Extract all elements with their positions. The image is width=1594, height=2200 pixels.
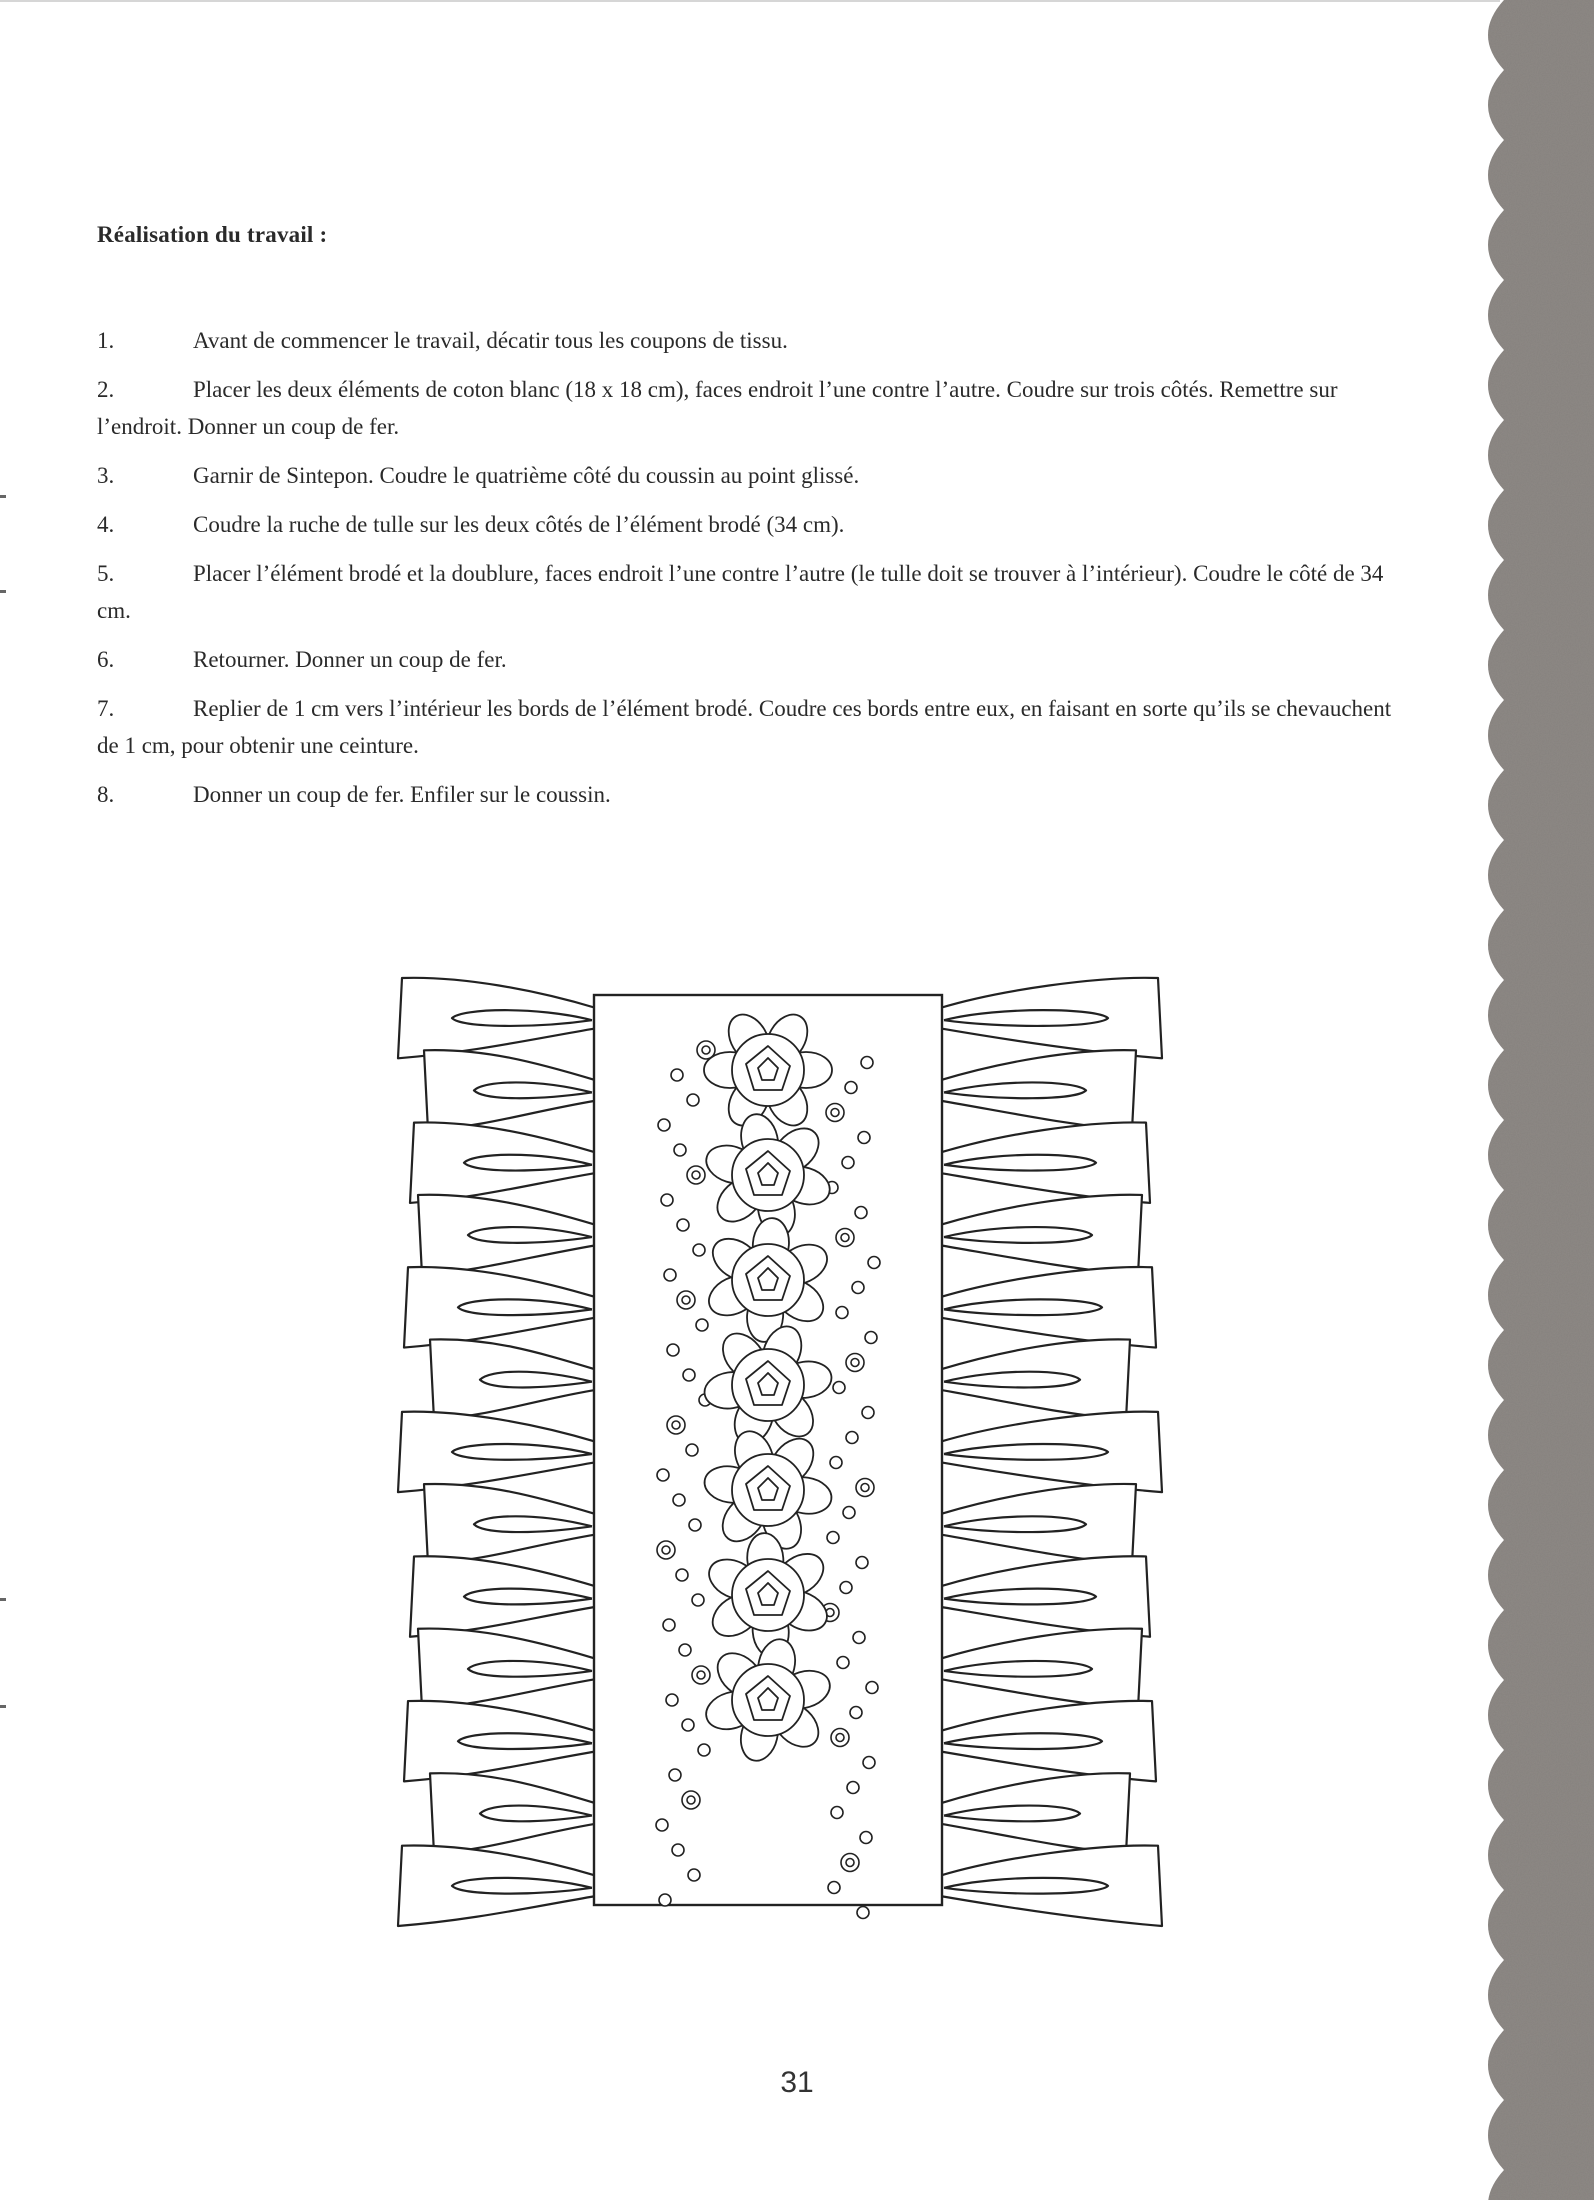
ruffle-left — [410, 1122, 596, 1202]
ruffle-left — [424, 1050, 596, 1130]
embroidery-dot — [866, 1682, 878, 1694]
instruction-step — [97, 322, 1407, 359]
embroidery-dot — [833, 1382, 845, 1394]
embroidery-swirl — [692, 1171, 700, 1179]
embroidery-dot — [852, 1282, 864, 1294]
embroidery-dot — [692, 1594, 704, 1606]
ruffle-right — [940, 1412, 1162, 1492]
embroidery-dot — [868, 1257, 880, 1269]
embroidery-dot — [836, 1307, 848, 1319]
ruffle-right — [940, 1339, 1130, 1419]
embroidery-dot — [666, 1694, 678, 1706]
embroidery-swirl — [687, 1796, 695, 1804]
step-text: Placer l’élément brodé et la doublure, faces endroit l’une contre l’autre (le tulle doit se trouver à l’intérieur). Coudre le côté de 34 cm. — [97, 561, 1384, 623]
ruffle-right — [940, 1846, 1162, 1926]
ruffle-right — [940, 1773, 1130, 1853]
ruffle-right — [940, 1629, 1142, 1709]
embroidery-dot — [843, 1507, 855, 1519]
instruction-list — [97, 322, 1407, 825]
embroidery-dot — [671, 1069, 683, 1081]
step-text: Placer les deux éléments de coton blanc (18 x 18 cm), faces endroit l’une contre l’autre. Coudre sur trois côtés. Remettre sur l’endroit. Donner un coup de fer. — [97, 377, 1338, 439]
embroidery-dot — [850, 1707, 862, 1719]
embroidery-dot — [840, 1582, 852, 1594]
step-number: 2. — [97, 377, 115, 402]
embroidery-swirl — [702, 1046, 710, 1054]
scan-mark — [0, 1598, 6, 1601]
top-border — [0, 0, 1500, 2]
embroidery-dot — [667, 1344, 679, 1356]
embroidery-dot — [673, 1494, 685, 1506]
embroidery-dot — [687, 1094, 699, 1106]
embroidery-dot — [698, 1744, 710, 1756]
embroidery-dot — [862, 1407, 874, 1419]
step-text: Replier de 1 cm vers l’intérieur les bords de l’élément brodé. Coudre ces bords entre eux, en faisant en sorte qu’ils se chevauchent de 1 cm, pour obtenir une ceinture. — [97, 696, 1392, 758]
embroidery-dot — [827, 1532, 839, 1544]
embroidery-dot — [845, 1082, 857, 1094]
ruffle-left — [424, 1484, 596, 1564]
embroidery-dot — [682, 1719, 694, 1731]
embroidery-dot — [656, 1819, 668, 1831]
ruffles-right — [940, 978, 1162, 1926]
embroidery-dot — [847, 1782, 859, 1794]
ruffle-left — [430, 1773, 596, 1853]
ruffle-left — [430, 1339, 596, 1419]
embroidery-dot — [661, 1194, 673, 1206]
ruffle-left — [404, 1267, 596, 1347]
page-number: 31 — [780, 2066, 814, 2099]
ruffle-right — [940, 1556, 1150, 1636]
instruction-step — [97, 506, 1407, 543]
embroidery-dot — [831, 1807, 843, 1819]
embroidery-dot — [863, 1757, 875, 1769]
step-number: 7. — [97, 696, 115, 721]
scan-mark — [0, 1705, 6, 1708]
ruffle-left — [418, 1629, 596, 1709]
ruffle-right — [940, 1701, 1156, 1781]
ruffle-left — [398, 1412, 596, 1492]
ruffle-right — [940, 1122, 1150, 1202]
step-text: Retourner. Donner un coup de fer. — [193, 647, 507, 672]
step-number: 8. — [97, 782, 115, 807]
embroidery-swirl — [682, 1296, 690, 1304]
embroidery-dot — [663, 1619, 675, 1631]
ruffle-left — [398, 978, 596, 1058]
ruffles-left — [398, 978, 596, 1926]
embroidery-dot — [672, 1844, 684, 1856]
embroidery-dot — [676, 1569, 688, 1581]
embroidery-dot — [861, 1057, 873, 1069]
embroidery-dot — [679, 1644, 691, 1656]
instruction-step — [97, 690, 1407, 764]
embroidery-dot — [683, 1369, 695, 1381]
embroidery-dot — [828, 1882, 840, 1894]
ruffle-right — [940, 1267, 1156, 1347]
instruction-step — [97, 776, 1407, 813]
step-number: 3. — [97, 463, 115, 488]
step-number: 4. — [97, 512, 115, 537]
embroidery-dot — [657, 1469, 669, 1481]
step-text: Avant de commencer le travail, décatir tous les coupons de tissu. — [193, 328, 788, 353]
embroidery-swirl — [831, 1109, 839, 1117]
step-text: Coudre la ruche de tulle sur les deux côtés de l’élément brodé (34 cm). — [193, 512, 845, 537]
embroidery-dot — [842, 1157, 854, 1169]
section-heading: Réalisation du travail : — [97, 222, 328, 247]
ruffle-right — [940, 1050, 1136, 1130]
embroidery-dot — [696, 1319, 708, 1331]
step-number: 1. — [97, 328, 115, 353]
step-number: 5. — [97, 561, 115, 586]
embroidery-dot — [855, 1207, 867, 1219]
ruffle-right — [940, 978, 1162, 1058]
instruction-step — [97, 371, 1407, 445]
embroidery-dot — [857, 1907, 869, 1919]
ruffle-left — [398, 1846, 596, 1926]
ruffle-left — [418, 1195, 596, 1275]
embroidery-swirl — [836, 1734, 844, 1742]
embroidery-swirl — [851, 1359, 859, 1367]
embroidery-dot — [677, 1219, 689, 1231]
burlap-texture — [1488, 0, 1594, 2200]
embroidery-dot — [837, 1657, 849, 1669]
embroidery-dot — [658, 1119, 670, 1131]
embroidery-dot — [693, 1244, 705, 1256]
ruffle-left — [410, 1556, 596, 1636]
burlap-border-decoration — [1464, 0, 1594, 2200]
instruction-step — [97, 555, 1407, 629]
embroidery-dot — [856, 1557, 868, 1569]
embroidery-dot — [858, 1132, 870, 1144]
embroidery-dot — [664, 1269, 676, 1281]
embroidery-dot — [674, 1144, 686, 1156]
embroidery-dot — [689, 1519, 701, 1531]
embroidery-swirl — [697, 1671, 705, 1679]
ruffle-left — [404, 1701, 596, 1781]
embroidery-swirl — [672, 1421, 680, 1429]
embroidery-dot — [688, 1869, 700, 1881]
scan-mark — [0, 590, 6, 593]
embroidery-dot — [846, 1432, 858, 1444]
embroidery-swirl — [662, 1546, 670, 1554]
embroidery-dot — [865, 1332, 877, 1344]
embroidery-dot — [659, 1894, 671, 1906]
embroidery-dot — [669, 1769, 681, 1781]
embroidery-swirl — [846, 1859, 854, 1867]
embroidery-dot — [830, 1457, 842, 1469]
scan-mark — [0, 495, 6, 498]
embroidery-dot — [853, 1632, 865, 1644]
ruffle-right — [940, 1195, 1142, 1275]
step-number: 6. — [97, 647, 115, 672]
embroidery-swirl — [861, 1484, 869, 1492]
step-text: Donner un coup de fer. Enfiler sur le coussin. — [193, 782, 611, 807]
embroidery-dot — [860, 1832, 872, 1844]
instruction-step — [97, 641, 1407, 678]
cushion-illustration — [380, 920, 1180, 1940]
embroidery-swirl — [841, 1234, 849, 1242]
embroidery-dot — [686, 1444, 698, 1456]
step-text: Garnir de Sintepon. Coudre le quatrième côté du coussin au point glissé. — [193, 463, 860, 488]
ruffle-right — [940, 1484, 1136, 1564]
instruction-step — [97, 457, 1407, 494]
